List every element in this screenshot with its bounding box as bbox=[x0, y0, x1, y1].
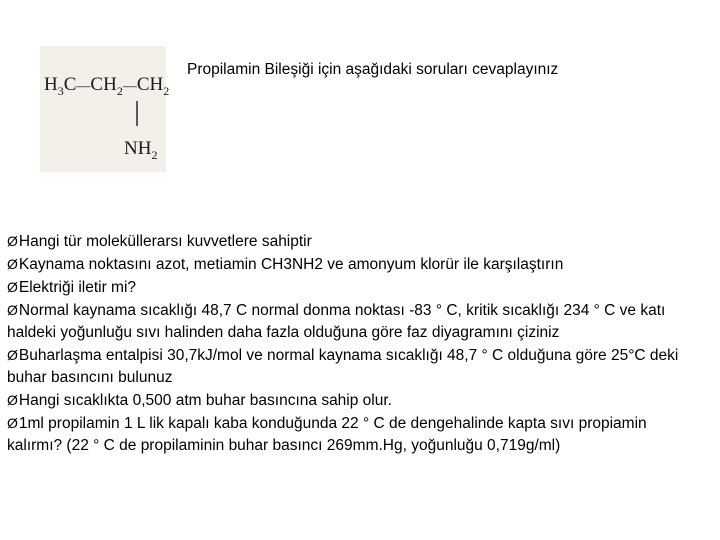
formula-bond-2: — bbox=[122, 79, 137, 94]
formula-bond-1: — bbox=[76, 79, 91, 94]
question-text: Kaynama noktasını azot, metiamin CH3NH2 ve amonyum klorür ile karşılaştırın bbox=[18, 256, 564, 273]
question-text: Hangi tür moleküllerarsı kuvvetlere sahiptir bbox=[18, 233, 312, 250]
formula-sub-2c: 2 bbox=[151, 148, 158, 162]
question-item bbox=[7, 412, 697, 457]
structural-formula bbox=[40, 46, 170, 172]
formula-nh: NH bbox=[124, 138, 152, 159]
question-text: Normal kaynama sıcaklığı 48,7 C normal donma noktası -83 ° C, kritik sıcaklığı 234 ° C ve katı haldeki yoğunluğu sıvı halinden daha fazla olduğuna göre faz diyagramını çiziniz bbox=[7, 302, 666, 341]
arrowhead-bullet-icon: Ø bbox=[7, 302, 18, 318]
formula-c: C bbox=[63, 74, 77, 95]
question-item bbox=[7, 299, 697, 344]
formula-sub-3: 3 bbox=[57, 84, 64, 98]
question-text: 1ml propilamin 1 L lik kapalı kaba konduğunda 22 ° C de dengehalinde kapta sıvı propiamin kalırmı? (22 ° C de propilaminin buhar basıncı 269mm.Hg, yoğunluğu 0,719g/ml) bbox=[7, 415, 647, 454]
question-text: Elektriği iletir mi? bbox=[18, 279, 137, 296]
formula-ch-2: CH bbox=[136, 74, 164, 95]
question-item bbox=[7, 344, 697, 389]
question-item bbox=[7, 253, 697, 276]
formula-h: H bbox=[44, 74, 58, 95]
arrowhead-bullet-icon: Ø bbox=[7, 233, 18, 249]
page-title: Propilamin Bileşiği için aşağıdaki soruları cevaplayınız bbox=[187, 61, 559, 78]
question-item bbox=[7, 230, 697, 253]
question-item bbox=[7, 389, 697, 412]
question-text: Hangi sıcaklıkta 0,500 atm buhar basıncına sahip olur. bbox=[18, 392, 392, 409]
formula-amine bbox=[124, 138, 157, 162]
formula-sub-2b: 2 bbox=[163, 84, 170, 98]
arrowhead-bullet-icon: Ø bbox=[7, 415, 18, 431]
question-list bbox=[7, 230, 697, 457]
question-text: Buharlaşma entalpisi 30,7kJ/mol ve normal kaynama sıcaklığı 48,7 ° C olduğuna göre 25°C deki buhar basıncını bulunuz bbox=[7, 347, 679, 386]
arrowhead-bullet-icon: Ø bbox=[7, 392, 18, 408]
arrowhead-bullet-icon: Ø bbox=[7, 256, 18, 272]
question-item bbox=[7, 276, 697, 299]
arrowhead-bullet-icon: Ø bbox=[7, 347, 18, 363]
formula-chain bbox=[44, 74, 169, 98]
arrowhead-bullet-icon: Ø bbox=[7, 279, 18, 295]
formula-sub-2a: 2 bbox=[116, 84, 123, 98]
formula-ch-1: CH bbox=[90, 74, 117, 95]
propylamine-structure-image bbox=[40, 46, 170, 172]
